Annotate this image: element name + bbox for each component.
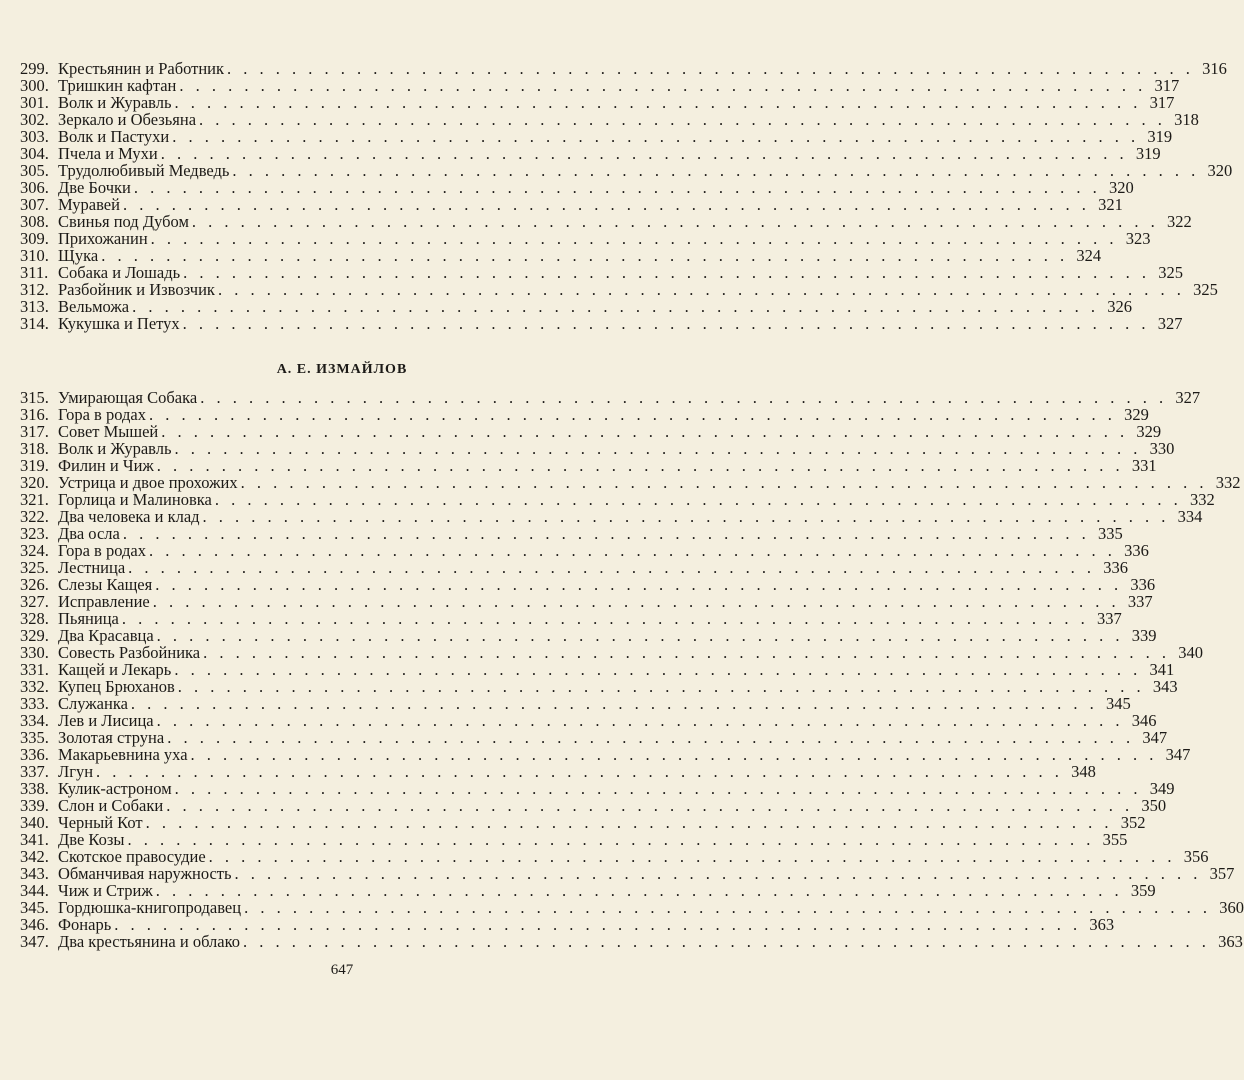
entry-number: 329. [20, 626, 49, 645]
toc-entry [20, 541, 1149, 560]
toc-entry [20, 609, 1122, 628]
entry-page: 341 [1149, 660, 1175, 679]
entry-title: Волк и Журавль [58, 93, 172, 112]
toc-entry [20, 93, 1175, 112]
entry-number: 321. [20, 490, 49, 509]
toc-entry [20, 405, 1149, 424]
dot-leader: . . . . . . . . . . . . . . . . . . . . . . . . . . . . . . . . . . . . . . . . . . . . . . . . . . . . . . . . . . . . [243, 932, 1210, 951]
dot-leader: . . . . . . . . . . . . . . . . . . . . . . . . . . . . . . . . . . . . . . . . . . . . . . . . . . . . . . . . . . . . [199, 110, 1166, 129]
dot-leader: . . . . . . . . . . . . . . . . . . . . . . . . . . . . . . . . . . . . . . . . . . . . . . . . . . . . . . . . . . . . [148, 541, 1116, 560]
toc-entry [20, 575, 1156, 594]
entry-number: 313. [20, 297, 49, 316]
entry-page: 359 [1130, 881, 1156, 900]
toc-entry [20, 144, 1161, 163]
entry-title: Разбойник и Извозчик [58, 280, 215, 299]
toc-list-izmailov [20, 388, 1244, 951]
entry-page: 329 [1124, 405, 1149, 424]
entry-page: 337 [1127, 592, 1153, 611]
entry-number: 307. [20, 195, 49, 214]
dot-leader: . . . . . . . . . . . . . . . . . . . . . . . . . . . . . . . . . . . . . . . . . . . . . . . . . . . . . . . . . . . . [150, 229, 1118, 248]
entry-page: 318 [1174, 110, 1199, 129]
entry-number: 337. [20, 762, 49, 781]
entry-page: 321 [1098, 195, 1123, 214]
toc-entry [20, 711, 1157, 730]
entry-number: 333. [20, 694, 49, 713]
toc-entry [20, 932, 1243, 951]
entry-number: 332. [20, 677, 49, 696]
entry-number: 316. [20, 405, 49, 424]
dot-leader: . . . . . . . . . . . . . . . . . . . . . . . . . . . . . . . . . . . . . . . . . . . . . . . . . . . . . . . . . . . . [177, 677, 1145, 696]
entry-page: 340 [1178, 643, 1203, 662]
dot-leader: . . . . . . . . . . . . . . . . . . . . . . . . . . . . . . . . . . . . . . . . . . . . . . . . . . . . . . . . . . . . [121, 609, 1089, 628]
entry-number: 339. [20, 796, 49, 815]
entry-page: 325 [1158, 263, 1183, 282]
entry-number: 325. [20, 558, 49, 577]
dot-leader: . . . . . . . . . . . . . . . . . . . . . . . . . . . . . . . . . . . . . . . . . . . . . . . . . . . . . . . . . . . . [128, 558, 1096, 577]
dot-leader: . . . . . . . . . . . . . . . . . . . . . . . . . . . . . . . . . . . . . . . . . . . . . . . . . . . . . . . . . . . . [145, 813, 1113, 832]
dot-leader: . . . . . . . . . . . . . . . . . . . . . . . . . . . . . . . . . . . . . . . . . . . . . . . . . . . . . . . . . . . . [217, 280, 1185, 299]
entry-title: Служанка [58, 694, 128, 713]
page-number: 647 [330, 962, 354, 978]
toc-entry [20, 195, 1123, 214]
toc-entry [20, 76, 1180, 95]
dot-leader: . . . . . . . . . . . . . . . . . . . . . . . . . . . . . . . . . . . . . . . . . . . . . . . . . . . . . . . . . . . . [161, 422, 1129, 441]
toc-entry [20, 246, 1102, 265]
entry-number: 330. [20, 643, 49, 662]
toc-entry [20, 507, 1203, 526]
entry-number: 322. [20, 507, 49, 526]
entry-title: Гора в родах [58, 541, 146, 560]
entry-page: 330 [1149, 439, 1175, 458]
entry-number: 336. [20, 745, 49, 764]
entry-title: Крестьянин и Работник [58, 59, 225, 78]
dot-leader: . . . . . . . . . . . . . . . . . . . . . . . . . . . . . . . . . . . . . . . . . . . . . . . . . . . . . . . . . . . . [122, 524, 1090, 543]
entry-number: 314. [20, 314, 49, 333]
entry-page: 345 [1106, 694, 1131, 713]
toc-entry [20, 127, 1173, 146]
entry-title: Кулик-астроном [58, 779, 172, 798]
entry-number: 331. [20, 660, 49, 679]
dot-leader: . . . . . . . . . . . . . . . . . . . . . . . . . . . . . . . . . . . . . . . . . . . . . . . . . . . . . . . . . . . . [132, 297, 1099, 316]
dot-leader: . . . . . . . . . . . . . . . . . . . . . . . . . . . . . . . . . . . . . . . . . . . . . . . . . . . . . . . . . . . . [96, 762, 1063, 781]
entry-title: Чиж и Стриж [58, 881, 153, 900]
entry-number: 306. [20, 178, 49, 197]
dot-leader: . . . . . . . . . . . . . . . . . . . . . . . . . . . . . . . . . . . . . . . . . . . . . . . . . . . . . . . . . . . . [190, 745, 1158, 764]
entry-title: Совет Мышей [58, 422, 159, 441]
entry-title: Умирающая Собака [58, 388, 198, 407]
dot-leader: . . . . . . . . . . . . . . . . . . . . . . . . . . . . . . . . . . . . . . . . . . . . . . . . . . . . . . . . . . . . [133, 178, 1101, 197]
entry-page: 325 [1193, 280, 1218, 299]
dot-leader: . . . . . . . . . . . . . . . . . . . . . . . . . . . . . . . . . . . . . . . . . . . . . . . . . . . . . . . . . . . . [214, 490, 1182, 509]
entry-title: Филин и Чиж [58, 456, 154, 475]
entry-title: Купец Брюханов [58, 677, 175, 696]
dot-leader: . . . . . . . . . . . . . . . . . . . . . . . . . . . . . . . . . . . . . . . . . . . . . . . . . . . . . . . . . . . . [155, 881, 1123, 900]
entry-title: Исправление [58, 592, 150, 611]
entry-number: 300. [20, 76, 49, 95]
toc-entry [20, 314, 1183, 333]
entry-page: 326 [1107, 297, 1132, 316]
dot-leader: . . . . . . . . . . . . . . . . . . . . . . . . . . . . . . . . . . . . . . . . . . . . . . . . . . . . . . . . . . . . [174, 439, 1142, 458]
entry-title: Лев и Лисица [58, 711, 154, 730]
toc-entry [20, 558, 1129, 577]
toc-entry [20, 813, 1146, 832]
entry-page: 335 [1097, 524, 1123, 543]
entry-number: 318. [20, 439, 49, 458]
toc-entry [20, 643, 1203, 662]
entry-number: 308. [20, 212, 49, 231]
entry-title: Два крестьянина и облако [58, 932, 241, 951]
entry-title: Вельможа [58, 297, 130, 316]
entry-number: 317. [20, 422, 49, 441]
entry-title: Волк и Журавль [58, 439, 172, 458]
entry-number: 327. [20, 592, 49, 611]
section-heading: А. Е. ИЗМАЙЛОВ [276, 362, 408, 377]
entry-page: 327 [1157, 314, 1183, 333]
toc-entry [20, 229, 1151, 248]
entry-number: 311. [20, 263, 49, 282]
dot-leader: . . . . . . . . . . . . . . . . . . . . . . . . . . . . . . . . . . . . . . . . . . . . . . . . . . . . . . . . . . . . [208, 847, 1176, 866]
dot-leader: . . . . . . . . . . . . . . . . . . . . . . . . . . . . . . . . . . . . . . . . . . . . . . . . . . . . . . . . . . . . [234, 864, 1202, 883]
entry-number: 347. [20, 932, 49, 951]
entry-number: 345. [20, 898, 49, 917]
toc-entry [20, 263, 1183, 282]
dot-leader: . . . . . . . . . . . . . . . . . . . . . . . . . . . . . . . . . . . . . . . . . . . . . . . . . . . . . . . . . . . . [244, 898, 1211, 917]
entry-number: 335. [20, 728, 49, 747]
entry-page: 349 [1149, 779, 1175, 798]
entry-number: 344. [20, 881, 49, 900]
entry-title: Гора в родах [58, 405, 146, 424]
dot-leader: . . . . . . . . . . . . . . . . . . . . . . . . . . . . . . . . . . . . . . . . . . . . . . . . . . . . . . . . . . . . [114, 915, 1082, 934]
toc-entry [20, 473, 1241, 492]
dot-leader: . . . . . . . . . . . . . . . . . . . . . . . . . . . . . . . . . . . . . . . . . . . . . . . . . . . . . . . . . . . . [160, 144, 1128, 163]
toc-entry [20, 847, 1209, 866]
toc-entry [20, 898, 1244, 917]
entry-number: 301. [20, 93, 49, 112]
entry-page: 348 [1071, 762, 1096, 781]
entry-number: 304. [20, 144, 49, 163]
entry-number: 299. [20, 59, 49, 78]
entry-page: 332 [1189, 490, 1215, 509]
dot-leader: . . . . . . . . . . . . . . . . . . . . . . . . . . . . . . . . . . . . . . . . . . . . . . . . . . . . . . . . . . . . [156, 711, 1124, 730]
dot-leader: . . . . . . . . . . . . . . . . . . . . . . . . . . . . . . . . . . . . . . . . . . . . . . . . . . . . . . . . . . . . [148, 405, 1116, 424]
entry-title: Слезы Кащея [58, 575, 153, 594]
entry-page: 363 [1089, 915, 1115, 934]
entry-page: 336 [1130, 575, 1156, 594]
toc-entry [20, 524, 1123, 543]
toc-entry [20, 796, 1167, 815]
entry-page: 327 [1175, 388, 1201, 407]
entry-title: Устрица и двое прохожих [58, 473, 238, 492]
toc-entry [20, 864, 1235, 883]
entry-title: Золотая струна [58, 728, 165, 747]
entry-number: 342. [20, 847, 49, 866]
entry-page: 337 [1096, 609, 1122, 628]
toc-entry [20, 178, 1134, 197]
dot-leader: . . . . . . . . . . . . . . . . . . . . . . . . . . . . . . . . . . . . . . . . . . . . . . . . . . . . . . . . . . . . [200, 388, 1168, 407]
dot-leader: . . . . . . . . . . . . . . . . . . . . . . . . . . . . . . . . . . . . . . . . . . . . . . . . . . . . . . . . . . . . [182, 314, 1150, 333]
toc-entry [20, 694, 1131, 713]
entry-title: Пчела и Мухи [58, 144, 158, 163]
dot-leader: . . . . . . . . . . . . . . . . . . . . . . . . . . . . . . . . . . . . . . . . . . . . . . . . . . . . . . . . . . . . [191, 212, 1159, 231]
dot-leader: . . . . . . . . . . . . . . . . . . . . . . . . . . . . . . . . . . . . . . . . . . . . . . . . . . . . . . . . . . . . [174, 660, 1142, 679]
entry-page: 360 [1219, 898, 1244, 917]
entry-title: Фонарь [58, 915, 112, 934]
toc-entry [20, 677, 1178, 696]
entry-number: 323. [20, 524, 49, 543]
entry-title: Слон и Собаки [58, 796, 164, 815]
entry-page: 320 [1207, 161, 1233, 180]
entry-number: 343. [20, 864, 49, 883]
toc-entry [20, 439, 1175, 458]
entry-title: Два человека и клад [58, 507, 200, 526]
entry-page: 346 [1131, 711, 1157, 730]
toc-entry [20, 490, 1215, 509]
entry-page: 329 [1136, 422, 1162, 441]
entry-page: 319 [1147, 127, 1173, 146]
entry-page: 317 [1154, 76, 1180, 95]
dot-leader: . . . . . . . . . . . . . . . . . . . . . . . . . . . . . . . . . . . . . . . . . . . . . . . . . . . . . . . . . . . . [122, 195, 1090, 214]
toc-entry [20, 422, 1162, 441]
entry-title: Прихожанин [58, 229, 148, 248]
dot-leader: . . . . . . . . . . . . . . . . . . . . . . . . . . . . . . . . . . . . . . . . . . . . . . . . . . . . . . . . . . . . [183, 263, 1150, 282]
entry-title: Кукушка и Петух [58, 314, 180, 333]
entry-page: 336 [1124, 541, 1149, 560]
toc-entry [20, 297, 1132, 316]
entry-page: 320 [1108, 178, 1134, 197]
entry-page: 339 [1131, 626, 1157, 645]
entry-number: 341. [20, 830, 49, 849]
entry-title: Пьяница [58, 609, 119, 628]
entry-number: 312. [20, 280, 49, 299]
dot-leader: . . . . . . . . . . . . . . . . . . . . . . . . . . . . . . . . . . . . . . . . . . . . . . . . . . . . . . . . . . . . [240, 473, 1208, 492]
dot-leader: . . . . . . . . . . . . . . . . . . . . . . . . . . . . . . . . . . . . . . . . . . . . . . . . . . . . . . . . . . . . [202, 507, 1170, 526]
entry-page: 332 [1215, 473, 1241, 492]
toc-entry [20, 660, 1175, 679]
entry-number: 320. [20, 473, 49, 492]
entry-page: 316 [1202, 59, 1227, 78]
entry-page: 347 [1165, 745, 1191, 764]
entry-number: 334. [20, 711, 49, 730]
dot-leader: . . . . . . . . . . . . . . . . . . . . . . . . . . . . . . . . . . . . . . . . . . . . . . . . . . . . . . . . . . . . [156, 456, 1124, 475]
dot-leader: . . . . . . . . . . . . . . . . . . . . . . . . . . . . . . . . . . . . . . . . . . . . . . . . . . . . . . . . . . . . [155, 575, 1123, 594]
toc-entry [20, 779, 1175, 798]
entry-title: Два осла [58, 524, 120, 543]
entry-number: 303. [20, 127, 49, 146]
entry-title: Зеркало и Обезьяна [58, 110, 197, 129]
entry-title: Щука [58, 246, 99, 265]
dot-leader: . . . . . . . . . . . . . . . . . . . . . . . . . . . . . . . . . . . . . . . . . . . . . . . . . . . . . . . . . . . . [179, 76, 1147, 95]
entry-page: 322 [1167, 212, 1192, 231]
entry-number: 326. [20, 575, 49, 594]
entry-title: Тришкин кафтан [58, 76, 177, 95]
toc-entry [20, 59, 1227, 78]
entry-page: 357 [1209, 864, 1235, 883]
entry-title: Муравей [58, 195, 120, 214]
entry-page: 319 [1135, 144, 1161, 163]
toc-entry [20, 626, 1157, 645]
entry-title: Свинья под Дубом [58, 212, 189, 231]
dot-leader: . . . . . . . . . . . . . . . . . . . . . . . . . . . . . . . . . . . . . . . . . . . . . . . . . . . . . . . . . . . . [130, 694, 1098, 713]
toc-entry [20, 212, 1192, 231]
entry-title: Кащей и Лекарь [58, 660, 172, 679]
entry-page: 331 [1131, 456, 1157, 475]
dot-leader: . . . . . . . . . . . . . . . . . . . . . . . . . . . . . . . . . . . . . . . . . . . . . . . . . . . . . . . . . . . . [152, 592, 1120, 611]
entry-page: 347 [1142, 728, 1168, 747]
dot-leader: . . . . . . . . . . . . . . . . . . . . . . . . . . . . . . . . . . . . . . . . . . . . . . . . . . . . . . . . . . . . [127, 830, 1095, 849]
entry-number: 338. [20, 779, 49, 798]
entry-page: 363 [1218, 932, 1243, 951]
dot-leader: . . . . . . . . . . . . . . . . . . . . . . . . . . . . . . . . . . . . . . . . . . . . . . . . . . . . . . . . . . . . [156, 626, 1124, 645]
toc-entry [20, 915, 1115, 934]
entry-number: 310. [20, 246, 49, 265]
entry-page: 352 [1120, 813, 1146, 832]
entry-title: Лгун [58, 762, 94, 781]
entry-title: Две Бочки [58, 178, 131, 197]
entry-page: 334 [1177, 507, 1203, 526]
entry-page: 317 [1149, 93, 1175, 112]
toc-entry [20, 745, 1191, 764]
entry-number: 340. [20, 813, 49, 832]
toc-entry [20, 388, 1201, 407]
entry-title: Трудолюбивый Медведь [58, 161, 230, 180]
toc-entry [20, 728, 1168, 747]
entry-title: Два Красавца [58, 626, 154, 645]
entry-title: Скотское правосудие [58, 847, 206, 866]
toc-entry [20, 592, 1153, 611]
toc-entry [20, 161, 1233, 180]
entry-title: Макарьевнина уха [58, 745, 188, 764]
entry-title: Гордюшка-книгопродавец [58, 898, 242, 917]
entry-title: Черный Кот [58, 813, 143, 832]
toc-list-krylov [20, 59, 1233, 333]
dot-leader: . . . . . . . . . . . . . . . . . . . . . . . . . . . . . . . . . . . . . . . . . . . . . . . . . . . . . . . . . . . . [172, 127, 1140, 146]
dot-leader: . . . . . . . . . . . . . . . . . . . . . . . . . . . . . . . . . . . . . . . . . . . . . . . . . . . . . . . . . . . . [166, 796, 1134, 815]
toc-entry [20, 456, 1157, 475]
entry-number: 302. [20, 110, 49, 129]
entry-page: 355 [1102, 830, 1128, 849]
entry-number: 346. [20, 915, 49, 934]
toc-entry [20, 110, 1199, 129]
entry-page: 336 [1103, 558, 1129, 577]
dot-leader: . . . . . . . . . . . . . . . . . . . . . . . . . . . . . . . . . . . . . . . . . . . . . . . . . . . . . . . . . . . . [174, 779, 1142, 798]
entry-title: Горлица и Малиновка [58, 490, 212, 509]
dot-leader: . . . . . . . . . . . . . . . . . . . . . . . . . . . . . . . . . . . . . . . . . . . . . . . . . . . . . . . . . . . . [174, 93, 1142, 112]
entry-page: 323 [1125, 229, 1151, 248]
entry-number: 309. [20, 229, 49, 248]
entry-title: Две Козы [58, 830, 125, 849]
dot-leader: . . . . . . . . . . . . . . . . . . . . . . . . . . . . . . . . . . . . . . . . . . . . . . . . . . . . . . . . . . . . [101, 246, 1069, 265]
entry-page: 350 [1141, 796, 1167, 815]
entry-number: 305. [20, 161, 49, 180]
dot-leader: . . . . . . . . . . . . . . . . . . . . . . . . . . . . . . . . . . . . . . . . . . . . . . . . . . . . . . . . . . . . [203, 643, 1170, 662]
toc-entry [20, 280, 1218, 299]
dot-leader: . . . . . . . . . . . . . . . . . . . . . . . . . . . . . . . . . . . . . . . . . . . . . . . . . . . . . . . . . . . . [167, 728, 1135, 747]
entry-page: 324 [1076, 246, 1102, 265]
dot-leader: . . . . . . . . . . . . . . . . . . . . . . . . . . . . . . . . . . . . . . . . . . . . . . . . . . . . . . . . . . . . [232, 161, 1200, 180]
entry-page: 356 [1183, 847, 1209, 866]
toc-entry [20, 830, 1128, 849]
entry-title: Обманчивая наружность [58, 864, 232, 883]
entry-title: Лестница [58, 558, 126, 577]
toc-entry [20, 762, 1096, 781]
entry-number: 315. [20, 388, 49, 407]
toc-entry [20, 881, 1156, 900]
entry-number: 324. [20, 541, 49, 560]
entry-title: Совесть Разбойника [58, 643, 201, 662]
entry-page: 343 [1152, 677, 1178, 696]
entry-title: Собака и Лошадь [58, 263, 181, 282]
entry-title: Волк и Пастухи [58, 127, 170, 146]
dot-leader: . . . . . . . . . . . . . . . . . . . . . . . . . . . . . . . . . . . . . . . . . . . . . . . . . . . . . . . . . . . . [227, 59, 1194, 78]
entry-number: 319. [20, 456, 49, 475]
entry-number: 328. [20, 609, 49, 628]
